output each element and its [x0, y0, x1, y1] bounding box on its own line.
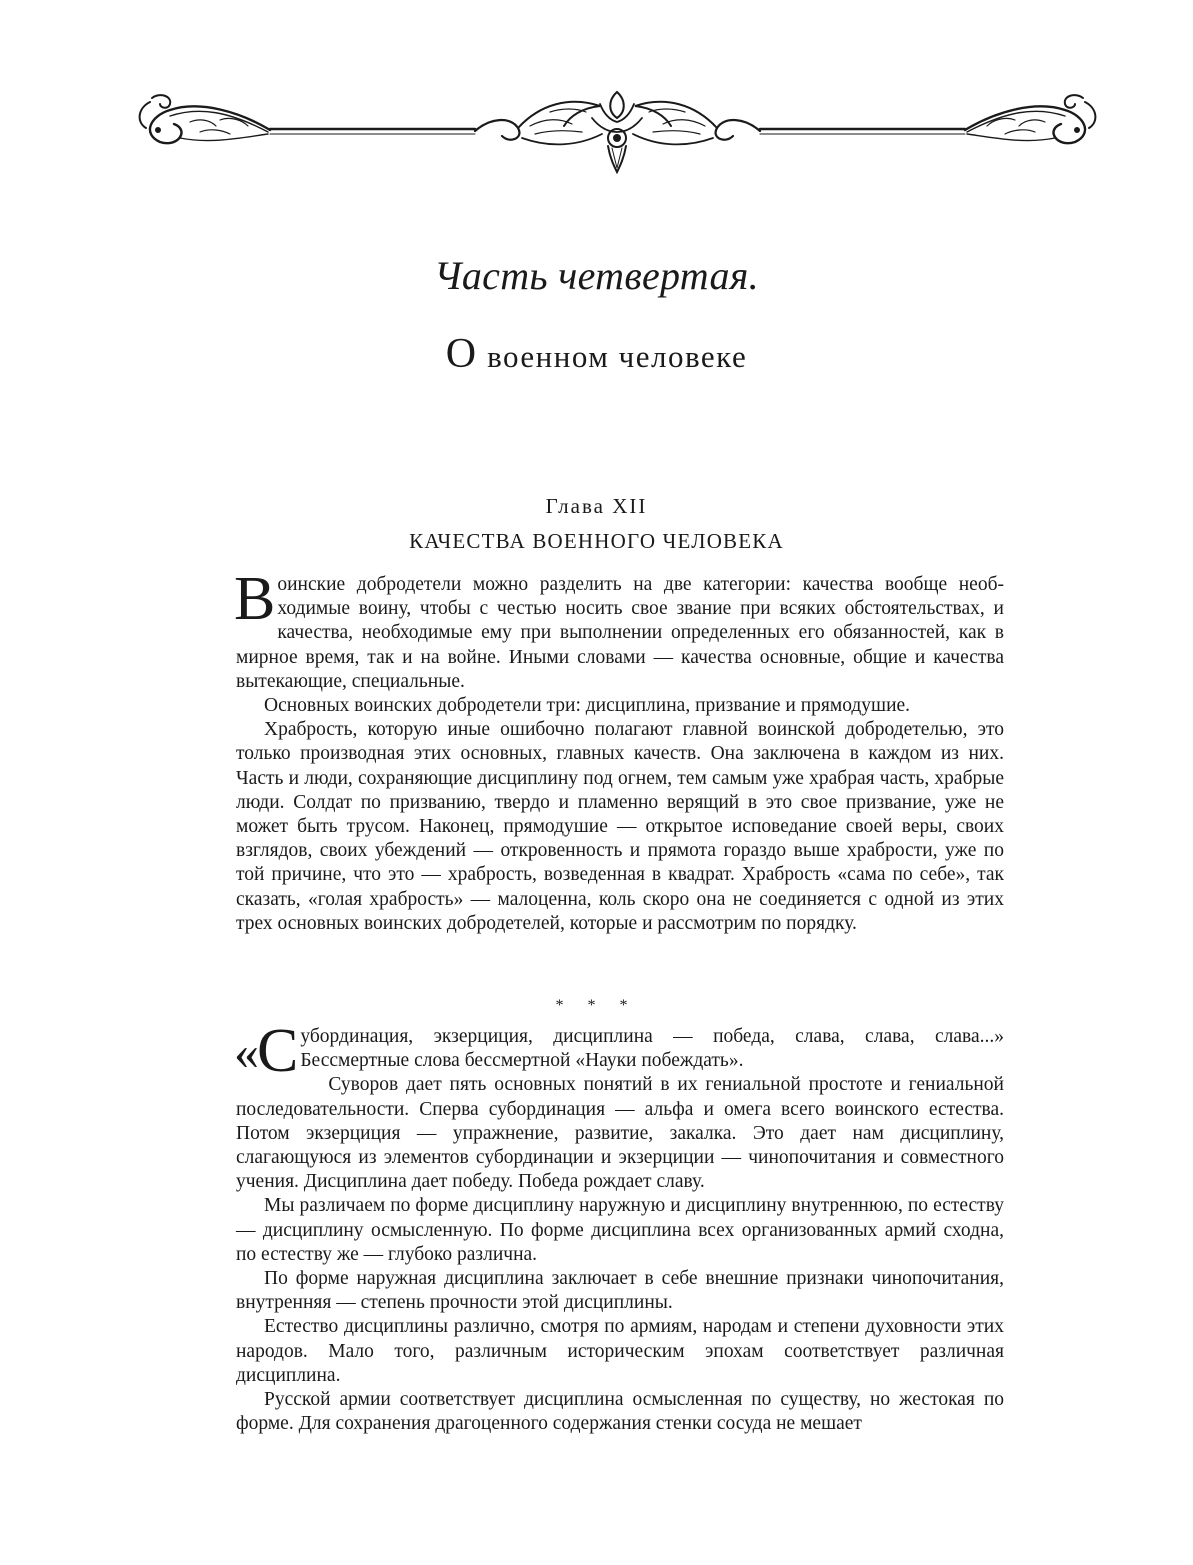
section-1-text — [234, 565, 1004, 936]
paragraph: Суворов дает пять основных понятий в их гениальной простоте и гениальной последовательности. Сперва субординация — альфа и омега всего воинского естества. Потом экзерциция — упражнение, развитие, закалка. Это дает нам дисциплину, слагающуюся из элементов субординации и экзерциции — чинопочитания и совместного учения. Дисциплина дает победу. Победа рождает славу. — [236, 1074, 1004, 1193]
part-subtitle-capital: О — [445, 331, 477, 377]
drop-cap — [234, 1017, 299, 1085]
drop-cap: В — [234, 565, 276, 633]
section-2-text — [234, 1017, 1004, 1436]
part-title: Часть четвертая. — [434, 253, 759, 298]
drop-cap-quote: « — [234, 1024, 259, 1080]
paragraph: Русской армии соответствует дисциплина осмысленная по существу, но жестокая по форме. Для сохранения драгоценного содержания стенки сосуда не мешает — [236, 1389, 1004, 1435]
paragraph: Основных воинских добродетели три: дисциплина, призвание и прямодушие. — [264, 695, 911, 717]
paragraph: Естество дисциплины различно, смотря по армиям, народам и степени духовности этих народов. Мало того, различным историческим эпохам соответствует различная дисциплина. — [236, 1316, 1004, 1386]
part-subtitle-rest: военном человеке — [487, 339, 748, 374]
ornamental-header-flourish — [130, 82, 1105, 177]
paragraph: Воинские добродетели можно разделить на две категории: качества вообще необходимые воину, чтобы с честью носить свое звание при всяких обстоятельствах, и качества, необходимые ему при выполнении определенных его обязанностей, как в мирное время, так и на войне. Иными словами — качества основные, общие и качества вытекающие, специальные. — [234, 565, 1004, 692]
chapter-number: Глава XII — [545, 494, 648, 518]
paragraph: Мы различаем по форме дисциплину наружную и дисциплину внутреннюю, по естеству — дисциплину осмысленную. По форме дисциплина всех организованных армий сходна, по естеству же — глубоко различна. — [236, 1195, 1004, 1265]
chapter-title: КАЧЕСТВА ВОЕННОГО ЧЕЛОВЕКА — [409, 529, 784, 553]
section-separator: * * * — [555, 997, 638, 1014]
drop-cap-letter: С — [257, 1017, 299, 1085]
part-subtitle — [0, 330, 1193, 378]
paragraph: «С убординация, экзерциция, дисциплина — победа, слава, слава, слава...» Бессмертные слова бессмертной «Науки побеждать». — [234, 1017, 1004, 1085]
paragraph: По форме наружная дисциплина заключает в себе внешние признаки чинопочитания, внутренняя — степень прочности этой дисциплины. — [236, 1268, 1004, 1314]
paragraph: Храбрость, которую иные ошибочно полагают главной воинской добродетелью, это только производная этих основных, главных качеств. Она заключена в каждом из них. Часть и люди, сохраняющие дисциплину под огнем, тем самым уже храбрая часть, храбрые люди. Солдат по призванию, твердо и пламенно верящий в это свое призвание, уже не может быть трусом. Наконец, прямодушие — открытое исповедание своей веры, своих взглядов, своих убеждений — откровенность и прямота гораздо выше храбрости, уже по той причине, что это — храбрость, возведенная в квадрат. Храбрость «сама по себе», так сказать, «голая храбрость» — малоценна, коль скоро она не соединяется с одной из этих трех основных воинских добродетелей, которые и рассмотрим по порядку. — [236, 719, 1004, 934]
